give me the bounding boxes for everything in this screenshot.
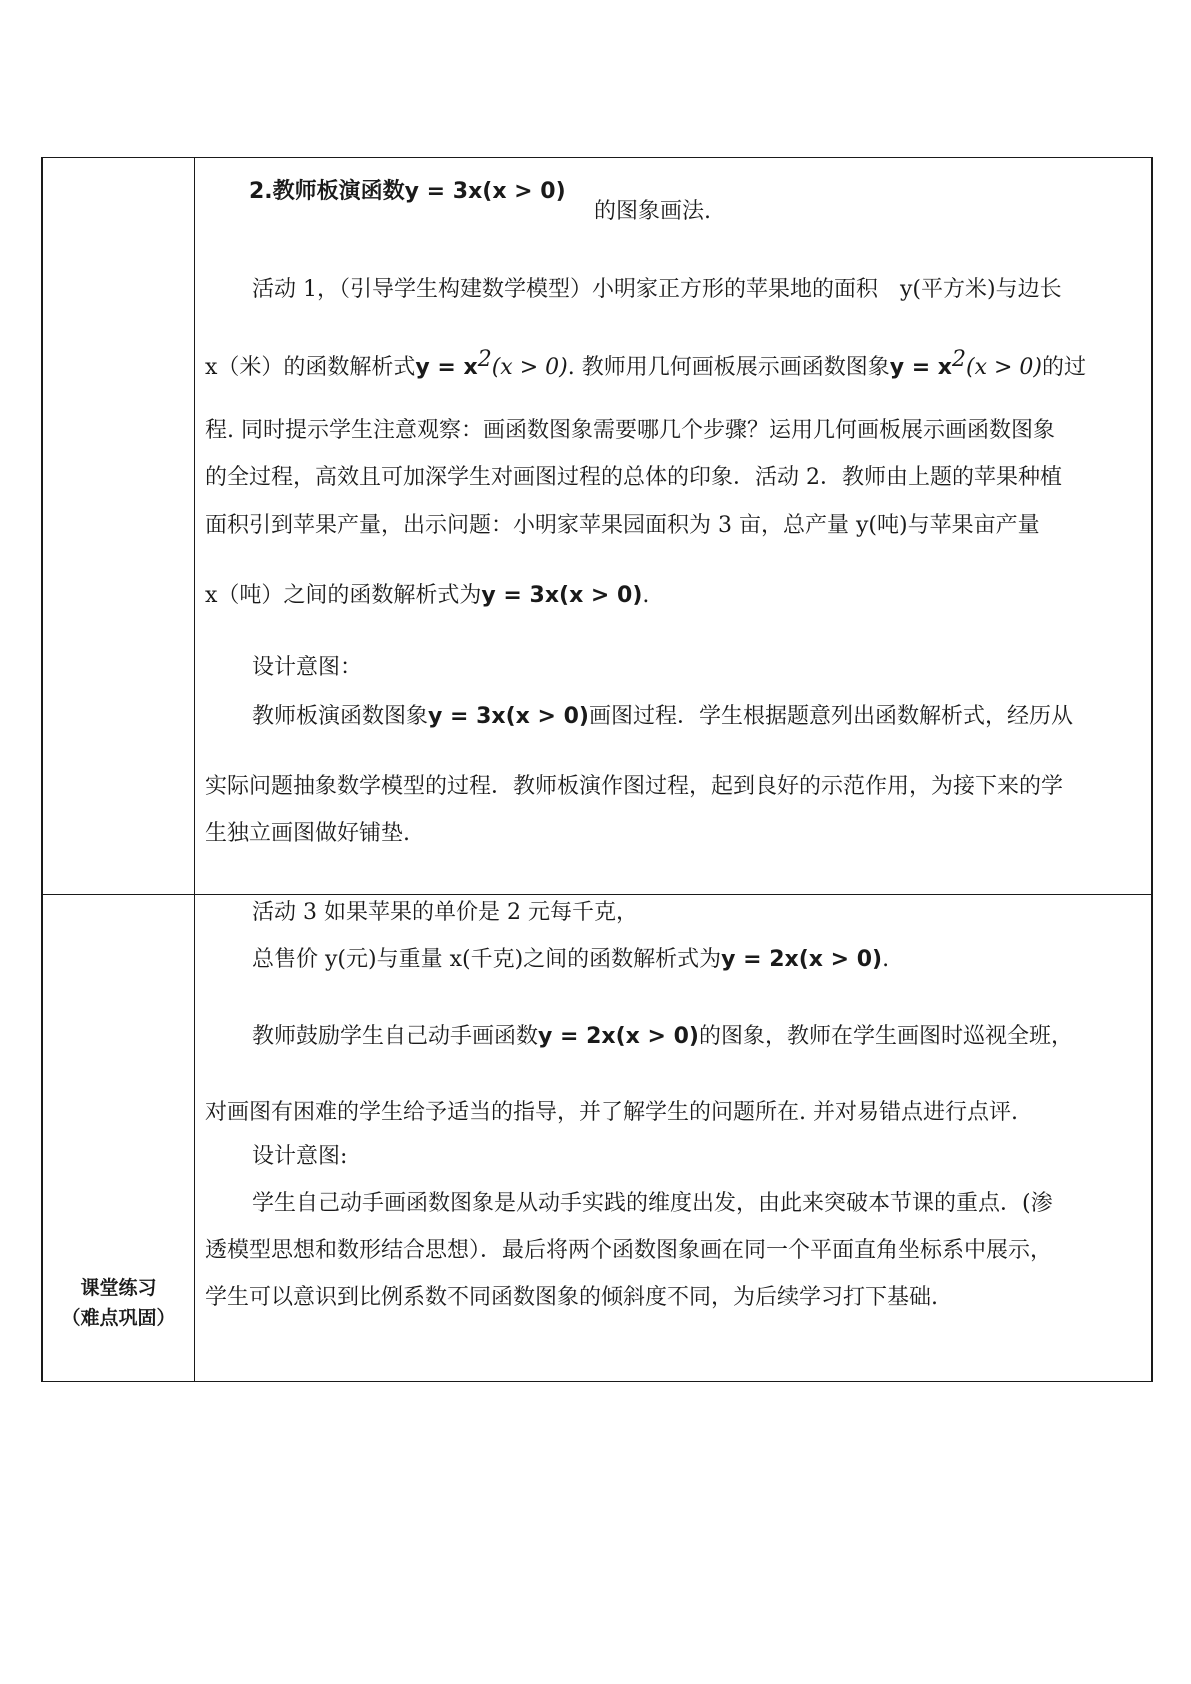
s2-design-line3: 学生可以意识到比例系数不同函数图象的倾斜度不同，为后续学习打下基础. (205, 1285, 938, 1310)
s1-design-line1: 教师板演函数图象y = 3x(x > 0)画图过程．学生根据题意列出函数解析式，经历从 (252, 704, 1073, 729)
row-label-practice (43, 1273, 194, 1333)
s1-act1-line5: 面积引到苹果产量，出示问题：小明家苹果园面积为 3 亩，总产量 y(吨)与苹果亩产量 (205, 513, 1040, 538)
s1-design-line2: 实际问题抽象数学模型的过程．教师板演作图过程，起到良好的示范作用，为接下来的学 (205, 774, 1064, 799)
s1-act1-line4: 的全过程，高效且可加深学生对画图过程的总体的印象．活动 2．教师由上题的苹果种植 (205, 465, 1062, 490)
row-label-line2: （难点巩固） (61, 1307, 176, 1329)
s2-design-line1: 学生自己动手画函数图象是从动手实践的维度出发，由此来突破本节课的重点．(渗 (252, 1191, 1053, 1216)
s1-design-title: 设计意图： (252, 655, 363, 680)
s1-act1-line2: x（米）的函数解析式$y = x^2(x > 0)$. 教师用几何画板展示画函数图象$y = x^2(x > 0)$的过 (205, 347, 1087, 380)
s1-act1-line1: 活动 1，（引导学生构建数学模型）小明家正方形的苹果地的面积 y(平方米)与边长 (252, 277, 1062, 302)
s2-design-line2: 透模型思想和数形结合思想）．最后将两个函数图象画在同一个平面直角坐标系中展示， (205, 1238, 1053, 1263)
row-label-line1: 课堂练习 (80, 1277, 157, 1299)
column-divider (194, 158, 195, 1381)
s1-act1-line6: x（吨）之间的函数解析式为y = 3x(x > 0). (205, 583, 650, 608)
s1-act1-line3: 程. 同时提示学生注意观察：画函数图象需要哪几个步骤？运用几何画板展示画函数图象 (205, 418, 1055, 443)
s2-enc-line1: 教师鼓励学生自己动手画函数y = 2x(x > 0)的图象，教师在学生画图时巡视全班， (252, 1024, 1073, 1049)
s2-design-title: 设计意图: (252, 1144, 348, 1169)
s2-enc-line2: 对画图有困难的学生给予适当的指导，并了解学生的问题所在. 并对易错点进行点评. (205, 1100, 1018, 1125)
row-divider (43, 894, 1151, 895)
s2-act3-line1: 活动 3 如果苹果的单价是 2 元每千克， (252, 900, 638, 925)
s2-act3-line2: 总售价 y(元)与重量 x(千克)之间的函数解析式为y = 2x(x > 0). (252, 947, 890, 972)
s1-design-line3: 生独立画图做好铺垫. (205, 821, 410, 846)
s1-line1: 2.教师板演函数y = 3x(x > 0) (249, 179, 566, 204)
s1-line1-suffix: 的图象画法. (594, 199, 711, 224)
